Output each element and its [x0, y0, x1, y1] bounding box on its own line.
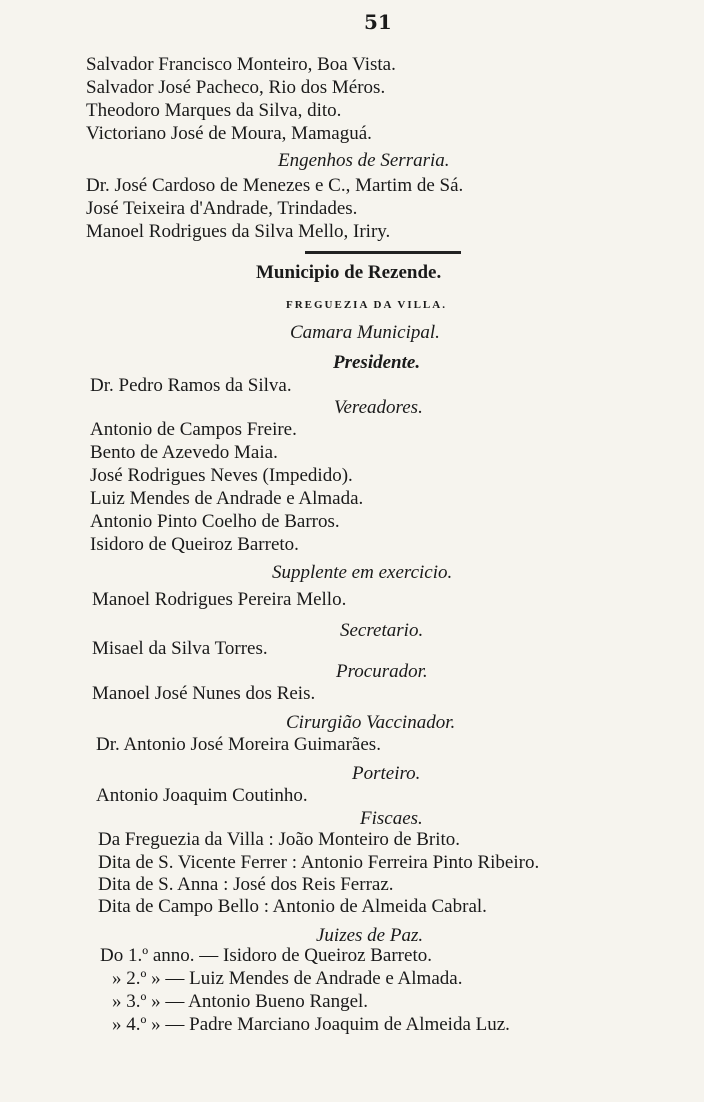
list-item: Dr. José Cardoso de Menezes e C., Martim de Sá.: [86, 175, 464, 196]
section-heading: Procurador.: [336, 661, 428, 682]
section-heading: Porteiro.: [352, 763, 421, 784]
list-item: Dita de Campo Bello : Antonio de Almeida Cabral.: [98, 896, 487, 917]
list-item: Dr. Pedro Ramos da Silva.: [90, 375, 292, 396]
list-item: Dita de S. Anna : José dos Reis Ferraz.: [98, 874, 394, 895]
list-item: Antonio Joaquim Coutinho.: [96, 785, 308, 806]
list-item: Victoriano José de Moura, Mamaguá.: [86, 123, 372, 144]
municipio-title: Municipio de Rezende.: [256, 262, 442, 283]
list-item: Da Freguezia da Villa : João Monteiro de Brito.: [98, 829, 461, 850]
list-item: Salvador Francisco Monteiro, Boa Vista.: [86, 54, 396, 75]
section-heading: Fiscaes.: [360, 808, 423, 829]
section-heading: Presidente.: [333, 352, 421, 373]
section-heading: Supplente em exercicio.: [272, 562, 453, 583]
list-item: Dita de S. Vicente Ferrer : Antonio Ferreira Pinto Ribeiro.: [98, 852, 540, 873]
divider-rule: [305, 251, 461, 254]
list-item: Manoel José Nunes dos Reis.: [92, 683, 316, 704]
list-item: José Teixeira d'Andrade, Trindades.: [86, 198, 358, 219]
list-item: Theodoro Marques da Silva, dito.: [86, 100, 342, 121]
section-heading: Engenhos de Serraria.: [278, 150, 450, 171]
list-item: » 3.º » — Antonio Bueno Rangel.: [112, 991, 369, 1012]
section-heading: Juizes de Paz.: [316, 925, 424, 946]
list-item: Luiz Mendes de Andrade e Almada.: [90, 488, 364, 509]
list-item: Bento de Azevedo Maia.: [90, 442, 278, 463]
list-item: Manoel Rodrigues da Silva Mello, Iriry.: [86, 221, 391, 242]
page-number: 51: [364, 10, 392, 34]
list-item: Antonio de Campos Freire.: [90, 419, 297, 440]
list-item: José Rodrigues Neves (Impedido).: [90, 465, 353, 486]
list-item: Misael da Silva Torres.: [92, 638, 268, 659]
list-item: Isidoro de Queiroz Barreto.: [90, 534, 299, 555]
list-item: Do 1.º anno. — Isidoro de Queiroz Barreto.: [100, 945, 432, 966]
list-item: Salvador José Pacheco, Rio dos Méros.: [86, 77, 386, 98]
section-heading: Secretario.: [340, 620, 424, 641]
list-item: Antonio Pinto Coelho de Barros.: [90, 511, 340, 532]
camara-heading: Camara Municipal.: [290, 322, 440, 343]
list-item: Manoel Rodrigues Pereira Mello.: [92, 589, 347, 610]
freguezia-heading: FREGUEZIA DA VILLA.: [286, 299, 447, 311]
section-heading: Cirurgião Vaccinador.: [286, 712, 456, 733]
list-item: » 2.º » — Luiz Mendes de Andrade e Almada.: [112, 968, 463, 989]
list-item: Dr. Antonio José Moreira Guimarães.: [96, 734, 381, 755]
section-heading: Vereadores.: [334, 397, 423, 418]
list-item: » 4.º » — Padre Marciano Joaquim de Almeida Luz.: [112, 1014, 510, 1035]
